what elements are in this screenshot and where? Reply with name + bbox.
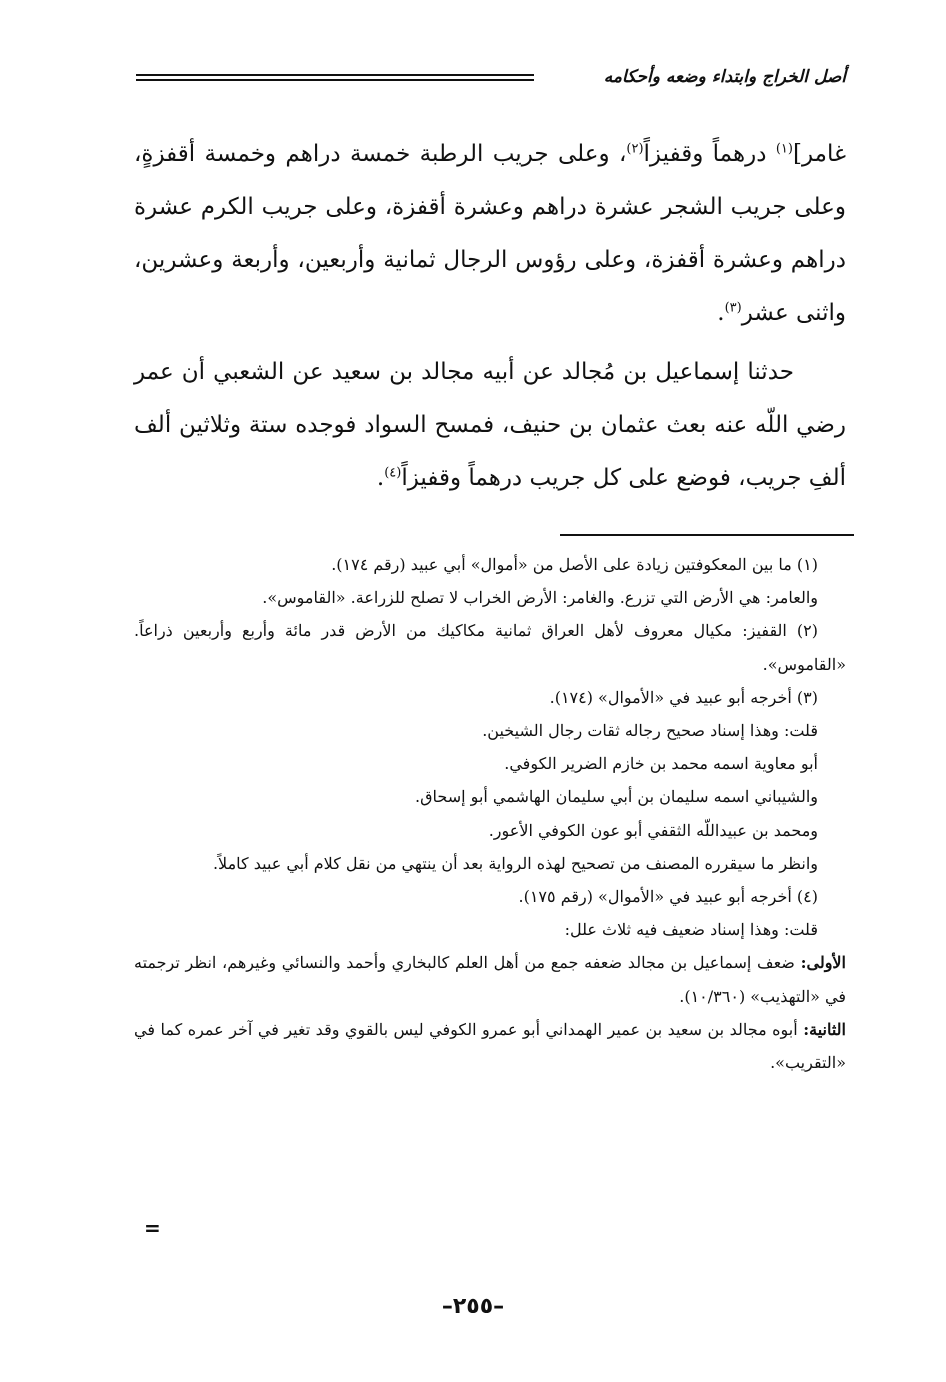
footnotes [134,548,846,1079]
footnote-ref: (٢) [626,141,644,157]
header-title: أصل الخراج وابتداء وضعه وأحكامه [603,67,846,87]
footnote-label: الثانية: [803,1019,846,1039]
header-double-rule [136,74,534,81]
footnote-line [134,946,846,1012]
footnote-line [134,581,846,614]
text-run: ومحمد بن عبيداللّه الثقفي أبو عون الكوفي الأعور. [488,820,818,840]
text-run: حدثنا إسماعيل بن مُجالد عن أبيه مجالد بن سعيد عن الشعبي أن عمر رضي اللّه عنه بعث عثمان بن حنيف، فمسح السواد فوجده ستة وثلاثين ألف ألفِ جريب، فوضع على كل جريب درهماً وقفيزاً [134,359,846,491]
text-run: وانظر ما سيقرره المصنف من تصحيح لهذه الرواية بعد أن ينتهي من نقل كلام أبي عبيد كاملاً. [212,853,818,873]
footnote-ref: (٣) [724,300,742,316]
text-run: (٣) أخرجه أبو عبيد في «الأموال» (١٧٤). [549,687,818,707]
footnote-line [134,780,846,813]
text-run: قلت: وهذا إسناد صحيح رجاله ثقات رجال الشيخين. [482,721,818,741]
text-run: . [376,465,385,491]
page-number: –٢٥٥– [441,1294,505,1319]
footnote-line [134,714,846,747]
text-run: غامر] [792,141,847,167]
text-run: ضعف إسماعيل بن مجالد ضعفه جمع من أهل العلم كالبخاري وأحمد والنسائي وغيرهم، انظر ترجمته في «التهذيب» (١٠/٣٦٠). [134,953,846,1006]
text-run: (٢) القفيز: مكيال معروف لأهل العراق ثمانية مكاكيك من الأرض قدر مائة وأربع وأربعين ذراعاً. «القاموس». [134,621,846,674]
footnote-label: الأولى: [800,953,846,973]
footnote-line [134,814,846,847]
footnote-line [134,847,846,880]
footnote-ref: (٤) [384,465,402,481]
running-header [136,62,846,96]
footnote-line [134,880,846,913]
text-run: والعامر: هي الأرض التي تزرع. والغامر: الأرض الخراب لا تصلح للزراعة. «القاموس». [262,588,818,608]
footnote-ref: (١) [775,141,793,157]
paragraph-1 [134,128,846,340]
text-run: والشيباني اسمه سليمان بن أبي سليمان الهاشمي أبو إسحاق. [415,787,818,807]
footnote-line [134,747,846,780]
text-run: . [717,300,725,326]
main-text [134,128,846,505]
footnote-line [134,1013,846,1079]
footnote-line [134,681,846,714]
text-run: قلت: وهذا إسناد ضعيف فيه ثلاث علل: [564,920,818,940]
continuation-mark: = [144,1216,161,1240]
text-run: ، وعلى جريب الرطبة خمسة دراهم وخمسة أقفزةٍ، وعلى جريب الشجر عشرة دراهم وعشرة أقفزة، وعلى جريب الكرم عشرة دراهم وعشرة أقفزة، وعلى رؤوس الرجال ثمانية وأربعين، وأربعة وعشرين، واثنى عشر [134,141,846,326]
footnote-separator [560,534,854,536]
paragraph-2 [134,346,846,505]
text-run: (١) ما بين المعكوفتين زيادة على الأصل من «أموال» أبي عبيد (رقم ١٧٤). [331,555,818,574]
footnote-line [134,614,846,680]
text-run: أبوه مجالد بن سعيد بن عمير الهمداني أبو عمرو الكوفي ليس بالقوي وقد تغير في آخر عمره كما في «التقريب». [134,1019,846,1073]
text-run: (٤) أخرجه أبو عبيد في «الأموال» (رقم ١٧٥). [518,887,818,907]
text-run: أبو معاوية اسمه محمد بن خازم الضرير الكوفي. [504,754,818,774]
footnote-line [134,548,846,581]
footnote-line [134,913,846,946]
text-run: درهماً وقفيزاً [643,141,776,167]
